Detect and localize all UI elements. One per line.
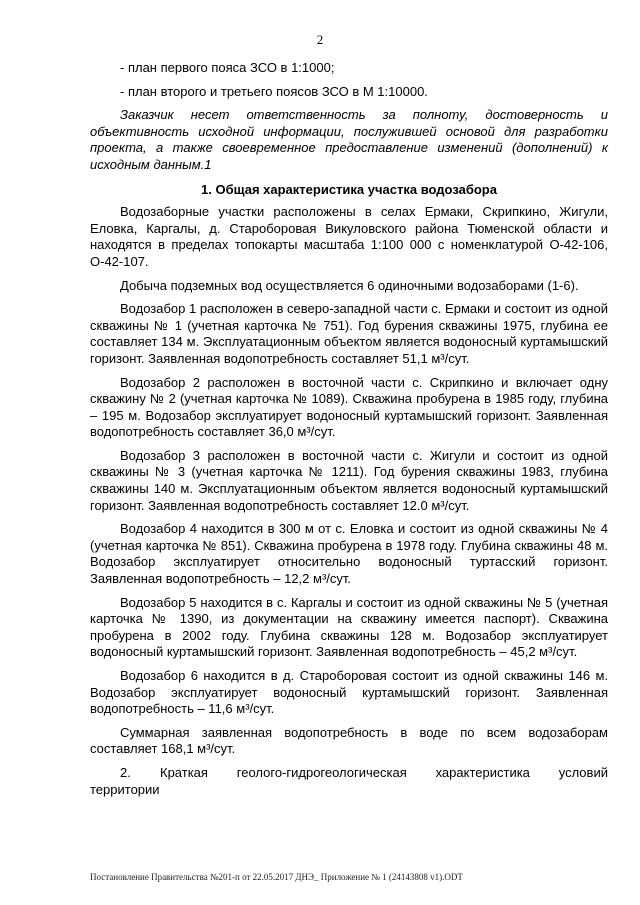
- document-body: [90, 60, 608, 798]
- section-2-word: Краткая: [160, 764, 208, 780]
- paragraph-intake-3: Водозабор 3 расположен в восточной части с. Жигули и состоит из одной скважины № 3 (учетная карточка № 1211). Год бурения скважины 1983, глубина скважины 140 м. Эксплуатационным объектом является водоносный куртамышский горизонт. Заявленная водопотребность составляет 12.0 м³/сут.: [90, 447, 608, 513]
- paragraph-intake-4: Водозабор 4 находится в 300 м от с. Еловка и состоит из одной скважины № 4 (учетная карточка № 851). Скважина пробурена в 1978 году. Глубина скважины 48 м. Водозабор эксплуатирует относительно водоносный туртасский горизонт. Заявленная водопотребность – 12,2 м³/сут.: [90, 521, 608, 587]
- section-2-number: 2.: [120, 764, 131, 780]
- section-2-title-continuation: территории: [90, 781, 160, 797]
- paragraph-total-demand: Суммарная заявленная водопотребность в воде по всем водозаборам составляет 168,1 м³/сут.: [90, 724, 608, 757]
- paragraph-extraction: Добыча подземных вод осуществляется 6 одиночными водозаборами (1-6).: [120, 277, 579, 293]
- document-footer: Постановление Правительства №201-п от 22.05.2017 ДНЭ_ Приложение № 1 (24143808 v1).ODT: [90, 872, 463, 882]
- paragraph-intake-6: Водозабор 6 находится в д. Староборовая состоит из одной скважины 146 м. Водозабор эксплуатирует водоносный куртамышский горизонт. Заявленная водопотребность – 11,6 м³/сут.: [90, 668, 608, 717]
- list-item: - план первого пояса ЗСО в 1:1000;: [120, 60, 335, 75]
- list-item: - план второго и третьего поясов ЗСО в М 1:10000.: [120, 83, 428, 99]
- paragraph-intake-2: Водозабор 2 расположен в восточной части с. Скрипкино и включает одну скважину № 2 (учетная карточка № 1089). Скважина пробурена в 1985 году, глубина – 195 м. Водозабор эксплуатирует водоносный куртамышский горизонт. Заявленная водопотребность составляет 36,0 м³/сут.: [90, 374, 608, 440]
- page-number: 2: [316, 32, 324, 47]
- customer-responsibility-note: Заказчик несет ответственность за полноту, достоверность и объективность исходной информации, послужившей основой для разработки проекта, а также своевременное предоставление изменений (дополнений) к исходным данным.1: [90, 107, 608, 172]
- section-2-word: геолого-гидрогеологическая: [236, 764, 407, 780]
- section-2-title: [90, 765, 608, 782]
- section-2-word: характеристика: [435, 764, 530, 780]
- section-1-title: 1. Общая характеристика участка водозабора: [201, 181, 497, 197]
- paragraph-intake-5: Водозабор 5 находится в с. Каргалы и состоит из одной скважины № 5 (учетная карточка № 1390, из документации на скважину имеется паспорт). Скважина пробурена в 2002 году. Глубина скважины 128 м. Водозабор эксплуатирует водоносный куртамышский горизонт. Заявленная водопотребность – 45,2 м³/сут.: [90, 594, 608, 660]
- paragraph-location: Водозаборные участки расположены в селах Ермаки, Скрипкино, Жигули, Еловка, Каргалы, д. Староборовая Викуловского района Тюменской области и находятся в пределах топокарты масштаба 1:100 000 с номенклатурой О-42-106, О-42-107.: [90, 204, 608, 269]
- paragraph-intake-1: Водозабор 1 расположен в северо-западной части с. Ермаки и состоит из одной скважины № 1 (учетная карточка № 751). Год бурения скважины 1975, глубина ее составляет 134 м. Эксплуатационным объектом является водоносный куртамышский горизонт. Заявленная водопотребность составляет 51,1 м³/сут.: [90, 301, 608, 366]
- section-2-word: условий: [558, 764, 608, 780]
